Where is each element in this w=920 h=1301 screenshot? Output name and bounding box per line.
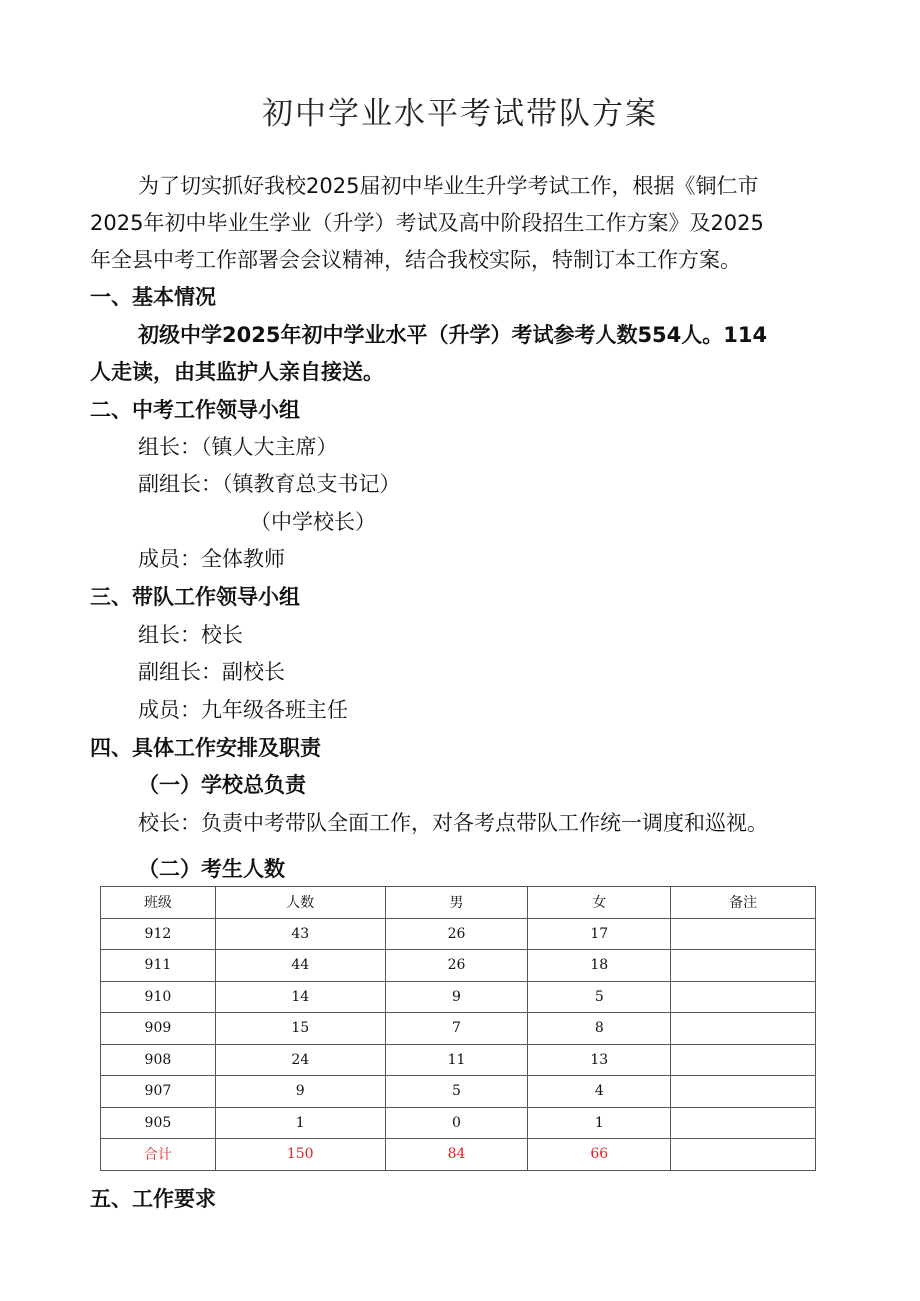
intro-line-2: 2025年初中毕业生学业（升学）考试及高中阶段招生工作方案》及2025 — [90, 211, 764, 235]
header-notes: 备注 — [671, 887, 816, 919]
cell-female: 8 — [528, 1013, 671, 1045]
section3-members: 成员：九年级各班主任 — [138, 698, 348, 722]
table-row — [101, 950, 816, 982]
cell-class: 911 — [101, 950, 216, 982]
cell-notes — [671, 1076, 816, 1108]
student-count-table — [100, 886, 816, 1171]
cell-notes — [671, 981, 816, 1013]
table-row — [101, 1076, 816, 1108]
cell-class: 905 — [101, 1107, 216, 1139]
cell-male: 26 — [385, 918, 528, 950]
section2-deputy-2: （中学校长） — [250, 510, 376, 534]
section5-heading: 五、工作要求 — [90, 1187, 216, 1211]
table-row — [101, 1044, 816, 1076]
section1-line-1: 初级中学2025年初中学业水平（升学）考试参考人数554人。114 — [138, 323, 768, 347]
header-male: 男 — [385, 887, 528, 919]
cell-class: 908 — [101, 1044, 216, 1076]
cell-class: 912 — [101, 918, 216, 950]
cell-female: 5 — [528, 981, 671, 1013]
section2-deputy-1: 副组长：（镇教育总支书记） — [138, 472, 401, 496]
cell-count: 24 — [215, 1044, 385, 1076]
total-male: 84 — [385, 1139, 528, 1171]
cell-male: 7 — [385, 1013, 528, 1045]
cell-class: 910 — [101, 981, 216, 1013]
cell-notes — [671, 918, 816, 950]
cell-female: 1 — [528, 1107, 671, 1139]
cell-notes — [671, 950, 816, 982]
header-class: 班级 — [101, 887, 216, 919]
cell-male: 0 — [385, 1107, 528, 1139]
section3-heading: 三、带队工作领导小组 — [90, 585, 300, 609]
cell-count: 1 — [215, 1107, 385, 1139]
section2-heading: 二、中考工作领导小组 — [90, 398, 300, 422]
section3-deputy: 副组长：副校长 — [138, 660, 285, 684]
section1-line-2: 人走读，由其监护人亲自接送。 — [90, 360, 384, 384]
total-label: 合计 — [101, 1139, 216, 1171]
total-count: 150 — [215, 1139, 385, 1171]
cell-female: 18 — [528, 950, 671, 982]
cell-female: 4 — [528, 1076, 671, 1108]
table-row — [101, 918, 816, 950]
section2-members: 成员：全体教师 — [138, 547, 285, 571]
cell-notes — [671, 1044, 816, 1076]
cell-male: 9 — [385, 981, 528, 1013]
intro-line-1: 为了切实抓好我校2025届初中毕业生升学考试工作，根据《铜仁市 — [138, 174, 759, 198]
cell-count: 9 — [215, 1076, 385, 1108]
cell-count: 15 — [215, 1013, 385, 1045]
table-row — [101, 981, 816, 1013]
table-total-row — [101, 1139, 816, 1171]
cell-class: 909 — [101, 1013, 216, 1045]
cell-notes — [671, 1107, 816, 1139]
table-row — [101, 1013, 816, 1045]
section3-leader: 组长：校长 — [138, 623, 243, 647]
section4-sub2: （二）考生人数 — [138, 857, 285, 881]
cell-male: 5 — [385, 1076, 528, 1108]
cell-female: 17 — [528, 918, 671, 950]
cell-count: 44 — [215, 950, 385, 982]
cell-count: 43 — [215, 918, 385, 950]
cell-notes — [671, 1013, 816, 1045]
cell-class: 907 — [101, 1076, 216, 1108]
section2-leader: 组长：（镇人大主席） — [138, 435, 338, 459]
section4-sub1: （一）学校总负责 — [138, 773, 306, 797]
section1-heading: 一、基本情况 — [90, 285, 216, 309]
total-notes — [671, 1139, 816, 1171]
document-title: 初中学业水平考试带队方案 — [262, 96, 658, 132]
cell-female: 13 — [528, 1044, 671, 1076]
cell-count: 14 — [215, 981, 385, 1013]
section4-heading: 四、具体工作安排及职责 — [90, 736, 321, 760]
header-female: 女 — [528, 887, 671, 919]
table-row — [101, 1107, 816, 1139]
header-count: 人数 — [215, 887, 385, 919]
table-header-row — [101, 887, 816, 919]
cell-male: 11 — [385, 1044, 528, 1076]
cell-male: 26 — [385, 950, 528, 982]
intro-line-3: 年全县中考工作部署会会议精神，结合我校实际，特制订本工作方案。 — [90, 248, 741, 272]
total-female: 66 — [528, 1139, 671, 1171]
section4-sub1-text: 校长：负责中考带队全面工作，对各考点带队工作统一调度和巡视。 — [138, 811, 768, 835]
